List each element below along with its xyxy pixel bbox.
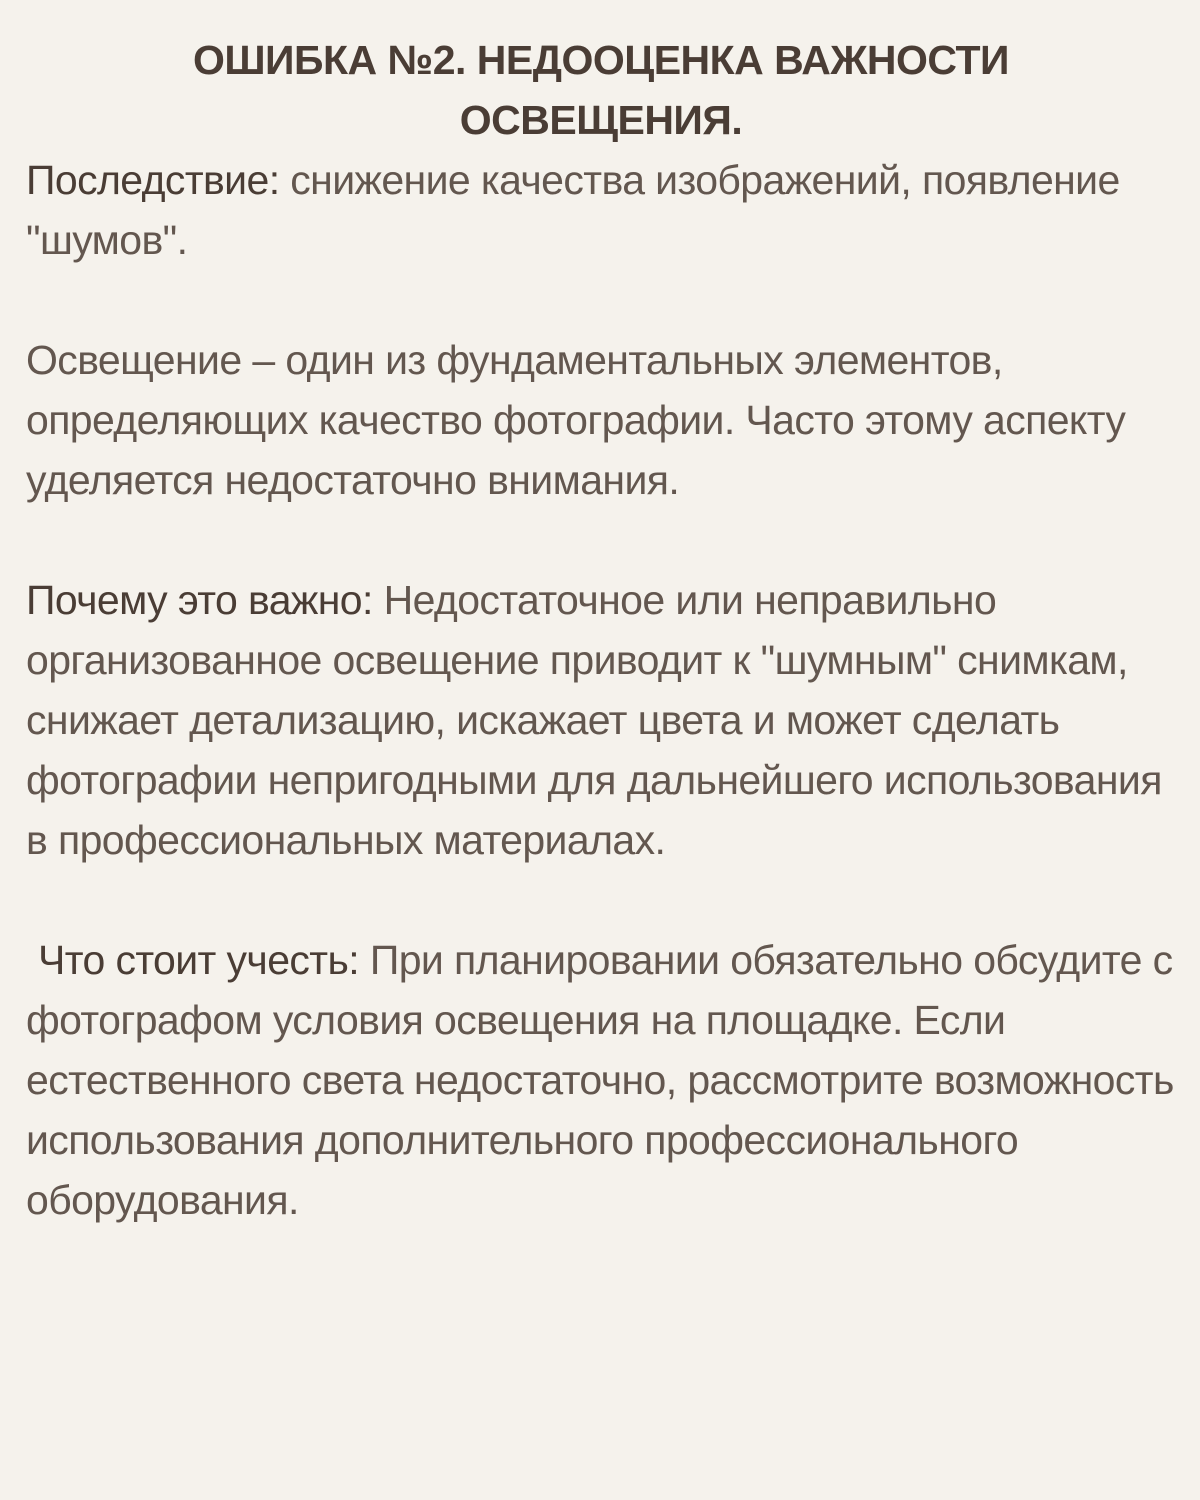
consequence-text: снижение качества изображений, появление "шумов".	[26, 157, 1120, 263]
why-colon: :	[362, 577, 373, 623]
article-title	[26, 30, 1176, 150]
consequence-paragraph	[26, 150, 1176, 270]
title-line-1: ОШИБКА №2. НЕДООЦЕНКА ВАЖНОСТИ	[192, 37, 1010, 83]
paragraph-spacer	[26, 510, 1176, 570]
why-label: Почему это важно	[26, 577, 362, 623]
consequence-label: Последствие	[26, 157, 269, 203]
why-text: Недостаточное или неправильно организованное освещение приводит к "шумным" снимкам, снижает детализацию, искажает цвета и может сделать фотографии непригодными для дальнейшего использования в профессиональных материалах.	[26, 577, 1162, 863]
intro-paragraph	[26, 330, 1176, 510]
consider-label: Что стоит учесть	[38, 937, 349, 983]
consequence-colon: :	[268, 157, 280, 203]
paragraph-spacer	[26, 270, 1176, 330]
why-paragraph	[26, 570, 1176, 870]
title-line-2: ОСВЕЩЕНИЯ.	[459, 97, 743, 143]
consider-text: При планировании обязательно обсудите с фотографом условия освещения на площадке. Если естественного света недостаточно, рассмотрите возможность использования дополнительного профессионального оборудования.	[26, 937, 1174, 1223]
consider-paragraph	[26, 930, 1176, 1230]
intro-text: Освещение – один из фундаментальных элементов, определяющих качество фотографии. Часто этому аспекту уделяется недостаточно внимания.	[26, 337, 1126, 503]
paragraph-spacer	[26, 870, 1176, 930]
consider-colon: :	[348, 937, 360, 983]
